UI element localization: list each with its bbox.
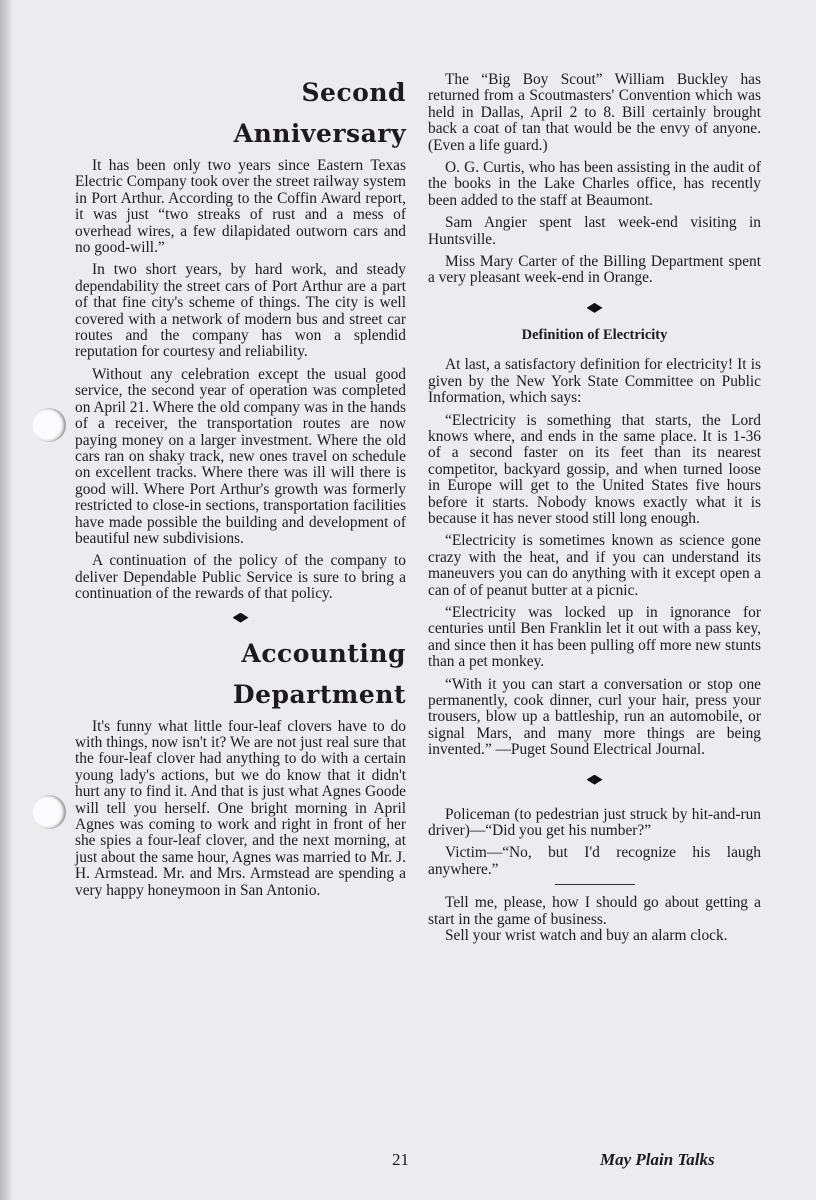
paragraph: Tell me, please, how I should go about getting a start in the game of business. <box>428 894 761 928</box>
paragraph: Policeman (to pedestrian just struck by hit-and-run driver)—“Did you get his number?” <box>428 805 761 840</box>
binder-hole <box>32 408 66 442</box>
paragraph: Victim—“No, but I'd recognize his laugh anywhere.” <box>428 844 761 878</box>
paragraph: The “Big Boy Scout” William Buckley has returned from a Scoutmasters' Convention which was held in Dallas, April 2 to 8. Bill certainly brought back a coat of tan that would be the envy of anyone. (Even a life guard.) <box>428 71 761 154</box>
magazine-title: May Plain Talks <box>600 1150 715 1169</box>
paragraph: Without any celebration except the usual good service, the second year of operation was completed on April 21. Where the old company was in the hands of a receiver, the transportation routes are now paying money on a larger investment. Where the old cars ran on shaky track, new ones travel on schedule on excellent tracks. Where there was ill will there is good will. Where Port Arthur's growth was formerly restricted to close-in sections, transportation facilities have made possible the building and development of beautiful new subdivisions. <box>75 365 406 547</box>
left-column <box>75 72 406 905</box>
diamond-separator-icon <box>587 303 603 313</box>
subheading: Definition of Electricity <box>521 326 668 343</box>
headline-line: Department <box>232 679 406 709</box>
divider <box>555 884 635 885</box>
headline-line: Second <box>301 78 406 107</box>
paragraph: A continuation of the policy of the company to deliver Dependable Public Service is sure to bring a continuation of the rewards of that policy. <box>75 552 406 603</box>
paragraph: In two short years, by hard work, and steady dependability the street cars of Port Arthur are a part of that fine city's scheme of things. The city is well covered with a network of modern bus and street car routes and the company has won a splendid reputation for courtesy and reliability. <box>75 261 406 361</box>
binder-hole <box>32 795 66 829</box>
page-number: 21 <box>392 1150 409 1169</box>
paragraph: Sam Angier spent last week-end visiting in Huntsville. <box>428 214 761 248</box>
right-column <box>428 72 761 950</box>
paragraph: “Electricity is sometimes known as science gone crazy with the heat, and if you can understand its maneuvers you can do anything with it except open a can of of peanut butter at a picnic. <box>428 532 761 599</box>
paragraph: Miss Mary Carter of the Billing Department spent a very pleasant week-end in Orange. <box>428 253 761 287</box>
paragraph: It has been only two years since Eastern Texas Electric Company took over the street railway system in Port Arthur. According to the Coffin Award report, it was just “two streaks of rust and a mess of overhead wires, a few dilapidated outworn cars and no good-will.” <box>75 157 406 257</box>
headline-accounting-department <box>75 633 406 715</box>
headline-line: Anniversary <box>233 119 406 148</box>
paragraph: Sell your wrist watch and buy an alarm clock. <box>445 927 728 945</box>
diamond-separator-icon <box>587 775 603 785</box>
headline-second-anniversary <box>75 72 406 154</box>
headline-line: Accounting <box>241 638 406 668</box>
paragraph: “Electricity is something that starts, the Lord knows where, and ends in the same place. It is 1-36 of a second faster on its feet than its nearest competitor, backyard gossip, and when turned loose in Europe will get to the United States five hours before it starts. Nobody knows exactly what it is because it has never stood still long enough. <box>428 411 761 527</box>
paragraph: It's funny what little four-leaf clovers have to do with things, now isn't it? We are not just real sure that the four-leaf clover had anything to do with a certain young lady's actions, but we do know that it didn't hurt any to find it. And that is just what Agnes Goode will tell you herself. One bright morning in April Agnes was coming to work and right in front of her she spies a four-leaf clover, and the next morning, at just about the same hour, Agnes was married to Mr. J. H. Armstead. Mr. and Mrs. Armstead are spending a very happy honeymoon in San Antonio. <box>75 717 406 899</box>
paragraph: “With it you can start a conversation or stop one permanently, cook dinner, curl your hair, press your trousers, blow up a battleship, run an automobile, or signal Mars, and many more things are being invented.” —Puget Sound Electrical Journal. <box>428 675 761 759</box>
paragraph: O. G. Curtis, who has been assisting in the audit of the books in the Lake Charles office, has recently been added to the staff at Beaumont. <box>428 159 761 209</box>
paragraph: “Electricity was locked up in ignorance for centuries until Ben Franklin let it out with a pass key, and since then it has been pulling off more new stunts than a pet monkey. <box>428 603 761 671</box>
page-binding-edge <box>0 0 12 1200</box>
paragraph: At last, a satisfactory definition for electricity! It is given by the New York State Committee on Public Information, which says: <box>428 356 761 407</box>
diamond-separator-icon <box>233 613 249 623</box>
